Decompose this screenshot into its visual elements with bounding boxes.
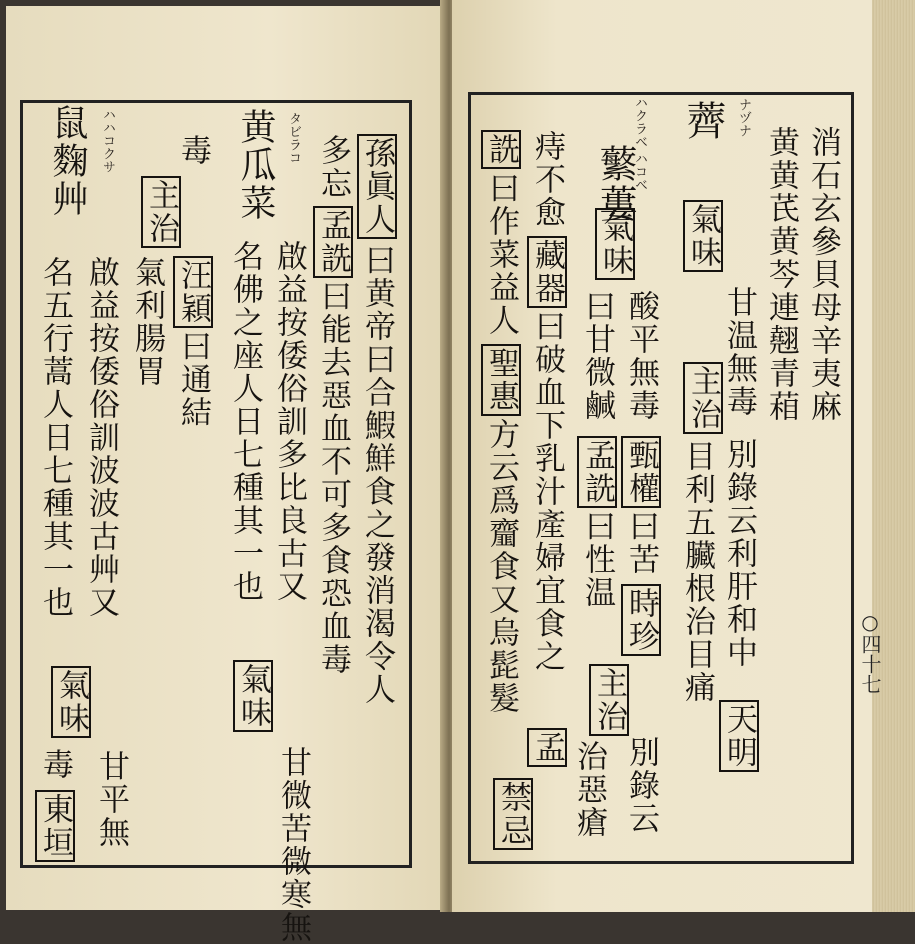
right-qi-box: 氣味 [686, 200, 720, 272]
right-item2-qi-box: 氣味 [598, 208, 632, 280]
right-item2-text3: 曰甘微鹹 [579, 290, 615, 422]
right-item2-text: 曰苦 [623, 510, 659, 576]
right-col-b-box: 詵 [484, 130, 518, 169]
right-line-2: 黄黄芪黄芩連翹青葙 [763, 126, 799, 423]
left-col1-box: 孫眞人 [360, 134, 394, 239]
right-item2-text4: 曰性温 [579, 510, 615, 609]
folio-number: ○四十七 [858, 610, 882, 694]
right-col-b-box2: 聖惠 [484, 344, 518, 416]
left-col5: 毒 [175, 134, 211, 167]
left-heading: 黄瓜菜 [235, 108, 276, 222]
right-col-a: 痔不愈 [529, 130, 565, 229]
right-item2-box2: 時珍 [624, 584, 658, 656]
left-zhi-text2: 氣利腸胃 [129, 256, 165, 388]
left-item2-reading: ハハコクサ [100, 108, 115, 173]
left-item2-qi-box: 氣味 [54, 666, 88, 738]
right-zhi-box2: 天明 [722, 700, 756, 772]
right-col-b2: 方云爲齏食又烏髭髮 [483, 418, 519, 715]
left-col2: 多忘 [315, 134, 351, 200]
right-col-a-box: 藏器 [530, 236, 564, 308]
right-ban-box: 禁忌 [496, 778, 530, 850]
right-item2-zhi-text: 別錄云 [623, 736, 659, 835]
right-item2-box: 甄權 [624, 436, 658, 508]
right-col-a-box2: 孟 [530, 728, 564, 767]
right-zhi-box: 主治 [686, 362, 720, 434]
left-col2-box: 孟詵 [316, 206, 350, 278]
right-line-1: 消石玄參貝母辛夷麻 [805, 126, 841, 423]
right-item2-zhi-box: 主治 [592, 664, 626, 736]
right-col-b: 曰作菜益人 [483, 172, 519, 337]
right-item2-box3: 孟詵 [580, 436, 614, 508]
page-edges [872, 0, 915, 912]
left-item2-heading: 鼠麴艸 [47, 104, 88, 218]
right-item2-reading: ハクラベ ハコベ [632, 96, 647, 192]
left-col8-box: 東垣 [38, 790, 72, 862]
right-col-a2: 曰破血下乳汁產婦宜食之 [529, 310, 565, 673]
left-col7: 名五行蒿人日七種其一也 [37, 256, 73, 619]
left-item2-qi-text: 甘平無 [93, 750, 129, 849]
left-col3: 啟益按倭俗訓多比良古又 [271, 240, 307, 603]
left-col6: 啟益按倭俗訓波波古艸又 [83, 256, 119, 619]
left-col8: 毒 [37, 748, 73, 781]
left-heading-reading: タビラコ [286, 112, 301, 164]
right-zhi-text2: 目利五臟根治目痛 [679, 440, 715, 704]
left-col2b: 曰能去惡血不可多食恐血毒 [315, 280, 351, 676]
right-qi-text: 甘温無毒 [721, 286, 757, 418]
left-zhi-text: 曰通結 [175, 330, 211, 429]
right-item2-heading: 蘩蔞 [593, 144, 637, 224]
left-col4: 名佛之座人日七種其一也 [227, 240, 263, 603]
right-item2-zhi-text2: 治惡瘡 [571, 740, 607, 839]
right-zhi-text: 別錄云利肝和中 [721, 438, 757, 669]
right-item2-qi-text: 酸平無毒 [623, 290, 659, 422]
left-zhi-box: 主治 [144, 176, 178, 248]
left-qi-text: 甘微苦微寒無 [275, 746, 311, 944]
right-heading-reading: ナヅナ [736, 98, 751, 137]
left-zhi-box2: 汪穎 [176, 256, 210, 328]
left-qi-box: 氣味 [236, 660, 270, 732]
right-heading: 薺 [680, 100, 726, 142]
left-col1: 曰黄帝曰合鰕鮮食之發消渴令人 [359, 244, 395, 706]
